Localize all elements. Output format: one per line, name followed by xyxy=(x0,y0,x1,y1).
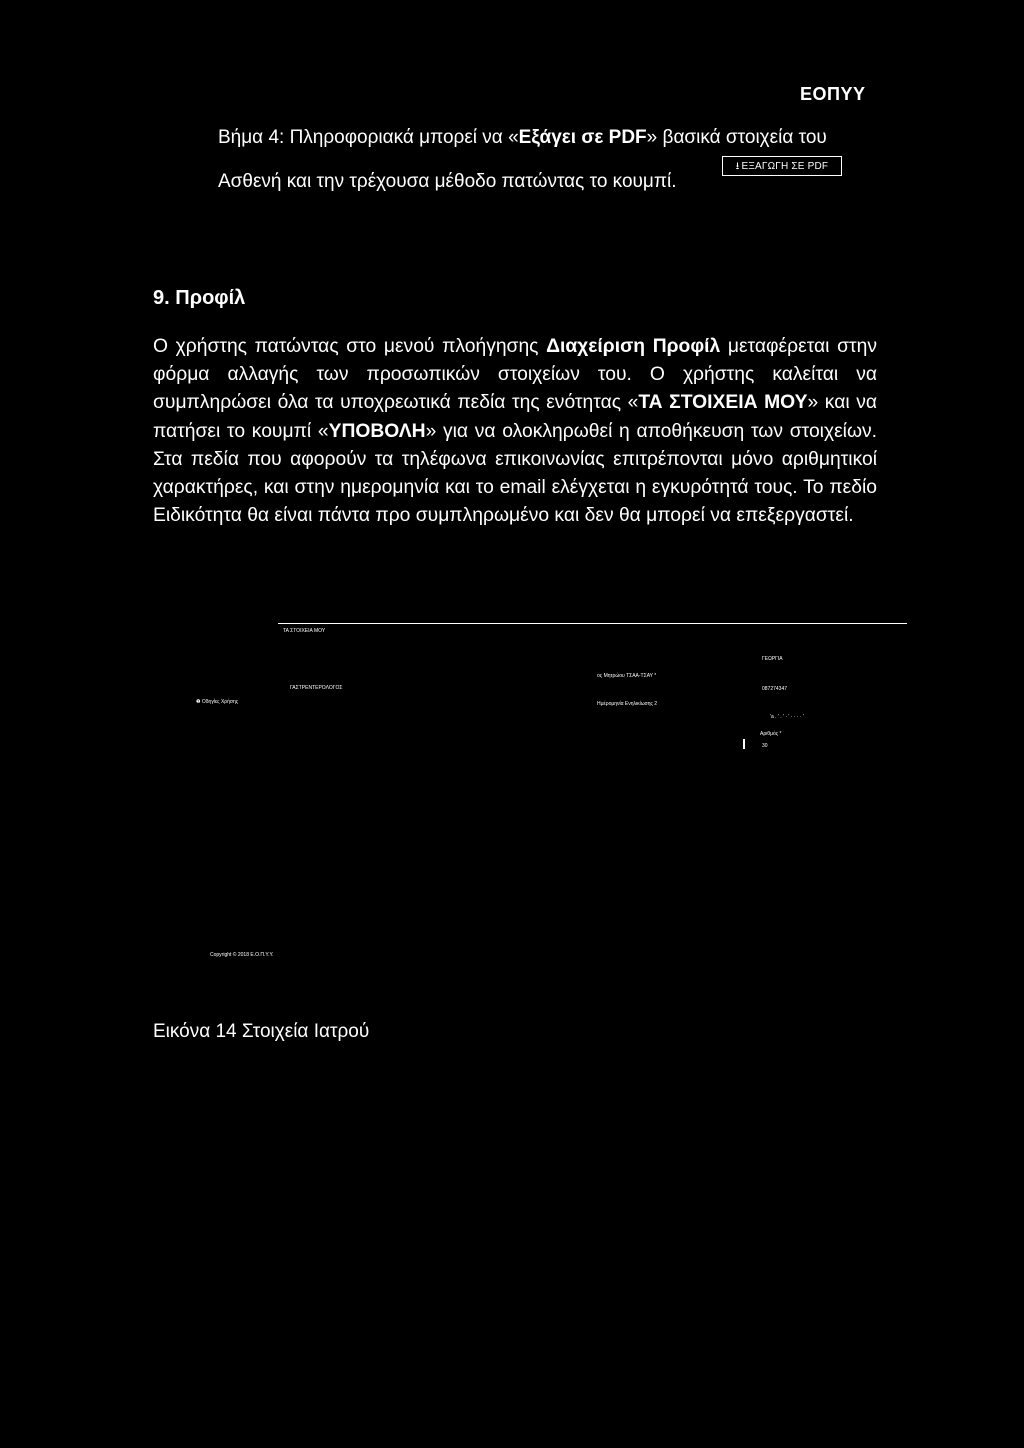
screenshot-input-cursor xyxy=(743,739,745,749)
header-brand: ΕΟΠΥΥ xyxy=(800,84,866,104)
step-suffix: » βασικά στοιχεία του xyxy=(646,127,827,148)
step-bold: Εξάγει σε PDF xyxy=(518,127,647,148)
para-text-3: μεταφέρεται στην φόρμα αλλαγής των προσωπικών στοιχείων του. Ο χρήστης καλείται να συμπληρώσει όλα τα υποχρεωτικά πεδία της ενότητας « xyxy=(153,336,877,414)
section-number: 9. xyxy=(153,287,170,309)
para-bold-3: ΤΑ ΣΤΟΙΧΕΙΑ ΜΟΥ xyxy=(638,392,808,414)
info-icon: ❶ xyxy=(196,699,201,705)
para-bold-2: Προφίλ xyxy=(652,336,721,357)
screenshot-copyright: Copyright © 2018 Ε.Ο.Π.Υ.Υ. xyxy=(210,952,274,958)
screenshot-field-registry: ος Μητρώου ΤΣΑΑ-ΤΣΑΥ * xyxy=(597,673,657,679)
section-title: Προφίλ xyxy=(175,287,246,309)
para-text-5: » για να ολοκληρωθεί η αποθήκευση των στοιχείων. Στα πεδία που αφορούν τα τηλέφωνα επικοινωνίας επιτρέπονται μόνο αριθμητικοί χαρακτήρες, και στην ημερομηνία και το email ελέγχεται η εγκυρότητά τους. Το πεδίο Ειδικότητα θα είναι πάντα προ συμπληρωμένο και δεν θα μπορεί να επεξεργαστεί. xyxy=(153,420,878,527)
profile-paragraph xyxy=(153,333,877,530)
export-pdf-button[interactable] xyxy=(722,156,842,176)
para-bold-1: Διαχείριση xyxy=(546,336,646,357)
screenshot-dots: 'a . ' . ' · ' · · · · ' xyxy=(770,714,804,720)
screenshot-field-date: Ημέρομηνία Ενηλικίωσης 2 xyxy=(597,701,658,707)
step-line-2: Ασθενή και την τρέχουσα μέθοδο πατώντας το κουμπί. xyxy=(218,171,677,192)
para-text-4: » και να πατήσει το κουμπί « xyxy=(153,392,877,442)
screenshot-top-rule xyxy=(278,623,907,624)
para-text-2 xyxy=(645,336,653,357)
para-bold-4: ΥΠΟΒΟΛΗ xyxy=(328,420,426,442)
section-heading xyxy=(153,287,245,310)
screenshot-specialty: ΓΑΣΤΡΕΝΤΕΡΟΛΟΓΟΣ xyxy=(290,685,343,691)
screenshot-sidebar-item[interactable] xyxy=(196,699,238,705)
screenshot-sidebar-label: Οδηγίες Χρήσης xyxy=(201,699,239,705)
screenshot-number-value[interactable]: 30 xyxy=(762,743,768,749)
screenshot-title: ΤΑ ΣΤΟΙΧΕΙΑ ΜΟΥ xyxy=(283,628,326,634)
export-pdf-label: ΕΞΑΓΩΓΗ ΣΕ PDF xyxy=(741,161,829,172)
step-line-1 xyxy=(218,126,827,150)
step-prefix: Βήμα 4: Πληροφοριακά μπορεί να « xyxy=(218,127,519,148)
screenshot-number-label: Αριθμός * xyxy=(760,731,782,737)
screenshot-first-name[interactable]: ΓΕΩΡΓΙΑ xyxy=(762,656,783,662)
para-text-1: Ο χρήστης πατώντας στο μενού πλοήγησης xyxy=(153,336,547,357)
screenshot-phone[interactable]: 087274347 xyxy=(762,686,788,692)
download-icon: ⭳ xyxy=(735,161,740,172)
figure-caption: Εικόνα 14 Στοιχεία Ιατρού xyxy=(153,1021,370,1042)
